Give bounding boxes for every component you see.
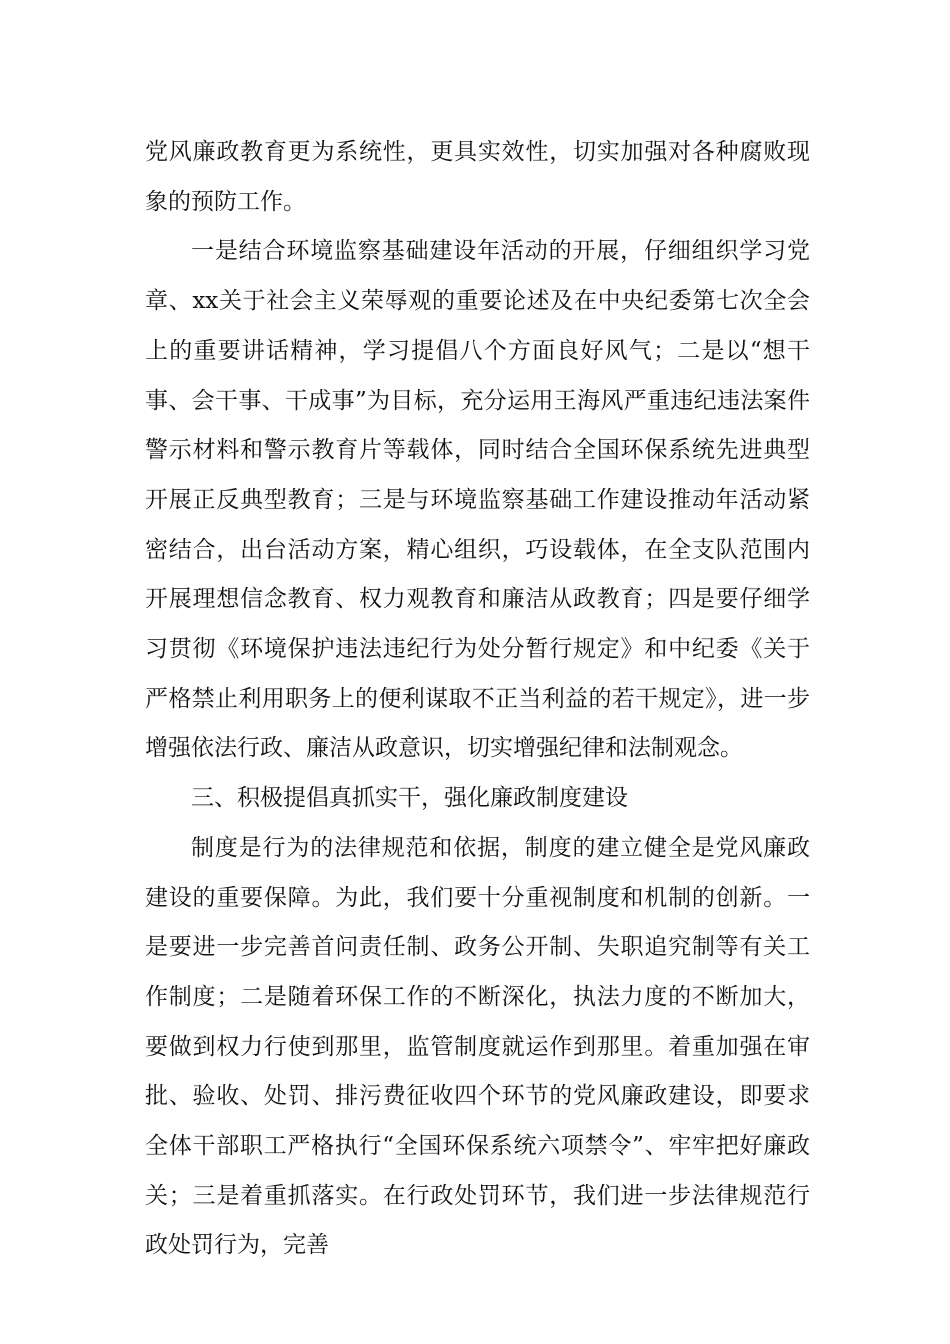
document-body — [145, 128, 810, 1271]
section-heading-three: 三、积极提倡真抓实干，强化廉政制度建设 — [191, 785, 628, 812]
paragraph-education-measures: 一是结合环境监察基础建设年活动的开展，仔细组织学习党章、xx关于社会主义荣辱观的重要论述及在中央纪委第七次全会上的重要讲话精神，学习提倡八个方面良好风气；二是以“想干事、会干事、干成事”为目标，充分运用王海风严重违纪违法案件警示材料和警示教育片等载体，同时结合全国环保系统先进典型开展正反典型教育；三是与环境监察基础工作建设推动年活动紧密结合，出台活动方案，精心组织，巧设载体，在全支队范围内开展理想信念教育、权力观教育和廉洁从政教育；四是要仔细学习贯彻《环境保护违法违纪行为处分暂行规定》和中纪委《关于严格禁止利用职务上的便利谋取不正当利益的若干规定》，进一步增强依法行政、廉洁从政意识，切实增强纪律和法制观念。 — [145, 238, 810, 762]
paragraph-continuation: 党风廉政教育更为系统性，更具实效性，切实加强对各种腐败现象的预防工作。 — [145, 139, 810, 215]
paragraph-system-building: 制度是行为的法律规范和依据，制度的建立健全是党风廉政建设的重要保障。为此，我们要十分重视制度和机制的创新。一是要进一步完善首问责任制、政务公开制、失职追究制等有关工作制度；二是随着环保工作的不断深化，执法力度的不断加大，要做到权力行使到那里，监管制度就运作到那里。着重加强在审批、验收、处罚、排污费征收四个环节的党风廉政建设，即要求全体干部职工严格执行“全国环保系统六项禁令”、牢牢把好廉政关；三是着重抓落实。在行政处罚环节，我们进一步法律规范行政处罚行为，完善 — [145, 834, 810, 1259]
